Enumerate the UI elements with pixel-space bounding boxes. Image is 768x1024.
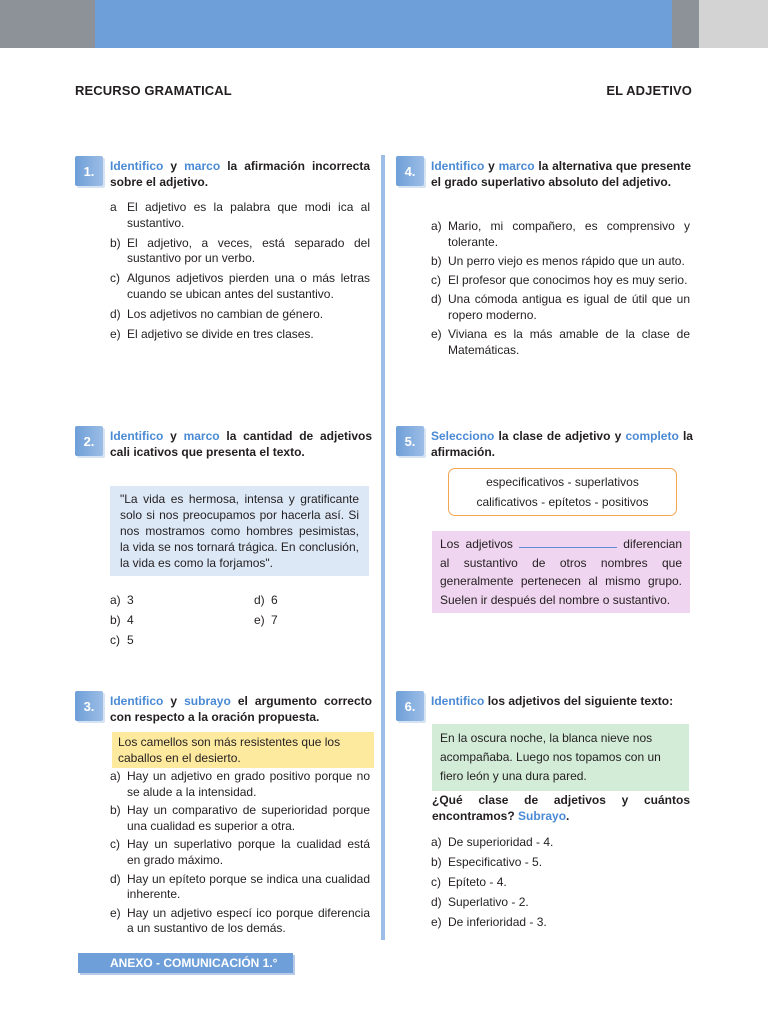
prompt-text: la afirmación. [431, 429, 693, 459]
option-text: Superlativo - 2. [448, 895, 529, 909]
action-verb: Identifico [431, 159, 485, 173]
question-number-badge: 2. [75, 426, 103, 456]
action-verb: Identifico [431, 694, 485, 708]
q4-options [431, 219, 690, 362]
answer-option[interactable] [110, 200, 370, 231]
answer-option[interactable] [110, 613, 210, 629]
option-letter: a) [431, 219, 442, 233]
option-letter: c) [110, 837, 120, 852]
prompt-text: la cantidad de adjetivos cali icativos que presenta el texto. [110, 429, 372, 459]
question-number-badge: 6. [396, 691, 424, 721]
prompt-connector: y [170, 159, 178, 173]
option-text: De inferioridad - 3. [448, 915, 547, 929]
prompt-text: la alternativa que presente el grado superlativo absoluto del adjetivo. [431, 159, 692, 189]
prompt-text: la clase de adjetivo y [498, 429, 622, 443]
option-text: Mario, mi compañero, es comprensivo y tolerante. [448, 219, 690, 249]
action-verb: Identifico [110, 159, 164, 173]
option-text: 3 [127, 593, 134, 607]
option-letter: a) [110, 593, 121, 607]
option-letter: a) [110, 769, 121, 783]
banner-segment [672, 0, 699, 48]
option-text: Un perro viejo es menos rápido que un auto. [448, 253, 685, 268]
question-prompt [431, 693, 693, 709]
answer-option[interactable] [431, 835, 690, 851]
prompt-text: el argumento correcto con respecto a la oración propuesta. [110, 694, 372, 724]
option-text: 7 [271, 613, 278, 627]
option-text: Hay un adjetivo en grado positivo porque no se alude a la intensidad. [127, 769, 370, 799]
question-number-badge: 4. [396, 156, 424, 186]
answer-option[interactable] [110, 769, 370, 800]
option-letter: e) [431, 915, 442, 929]
option-letter: c) [431, 273, 441, 288]
follow-up-text: ¿Qué clase de adjetivos y cuántos encontramos? [432, 793, 690, 823]
option-letter: a) [431, 835, 442, 849]
answer-option[interactable] [431, 292, 690, 323]
option-letter: c) [110, 633, 120, 647]
option-text: Hay un epíteto porque se indica una cualidad inherente. [127, 871, 370, 902]
action-verb: Identifico [110, 694, 164, 708]
option-text: Hay un adjetivo especí ico porque diferencia a un sustantivo de los demás. [127, 905, 370, 936]
q2-options-right [254, 593, 354, 633]
option-text: 5 [127, 633, 134, 647]
option-letter: b) [431, 855, 442, 869]
action-verb: marco [498, 159, 535, 173]
option-text: El profesor que conocimos hoy es muy serio. [448, 273, 688, 288]
answer-blank[interactable] [519, 538, 617, 548]
paragraph-end: diferencian al sustantivo de otros nombres que generalmente pertenecen al mismo grupo. Suelen ir después del nombre o sustantivo. [440, 537, 682, 607]
option-text: Especificativo - 5. [448, 855, 543, 869]
option-letter: d) [110, 871, 121, 886]
answer-option[interactable] [254, 613, 354, 629]
answer-option[interactable] [431, 875, 690, 891]
answer-option[interactable] [110, 236, 370, 267]
option-letter: b) [110, 613, 121, 627]
option-text: Una cómoda antigua es igual de útil que un ropero moderno. [448, 292, 690, 322]
option-letter: e) [110, 326, 121, 341]
option-text: El adjetivo es la palabra que modi ica al sustantivo. [127, 200, 370, 230]
follow-up-question: ¿Qué clase de adjetivos y cuántos encontramos? Subrayo. [432, 793, 690, 823]
prompt-connector: y [170, 429, 177, 443]
option-text: Viviana es la más amable de la clase de Matemáticas. [448, 327, 690, 357]
paragraph-start: Los adjetivos [440, 537, 513, 551]
answer-option[interactable] [110, 633, 210, 649]
action-verb: completo [625, 429, 679, 443]
question-prompt [110, 428, 372, 460]
option-letter: d) [254, 593, 265, 607]
answer-option[interactable] [431, 219, 690, 250]
question-prompt [110, 158, 370, 190]
option-letter: b) [431, 253, 442, 268]
answer-option[interactable] [431, 273, 690, 289]
answer-option[interactable] [110, 327, 370, 343]
question-number-badge: 1. [75, 156, 103, 186]
option-text: Los adjetivos no cambian de género. [127, 306, 324, 321]
topic-title: EL ADJETIVO [606, 83, 692, 98]
option-text: Algunos adjetivos pierden una o más letras cuando se ubican antes del sustantivo. [127, 271, 370, 301]
option-letter: b) [110, 235, 121, 250]
answer-option[interactable] [110, 271, 370, 302]
option-text: El adjetivo se divide en tres clases. [127, 326, 314, 341]
answer-option[interactable] [431, 254, 690, 270]
option-letter: c) [110, 271, 120, 285]
prompt-text: los adjetivos del siguiente texto: [487, 694, 674, 708]
option-text: De superioridad - 4. [448, 835, 554, 849]
answer-option[interactable] [110, 307, 370, 323]
answer-option[interactable] [431, 895, 690, 911]
answer-option[interactable] [110, 872, 370, 903]
q6-options [431, 835, 690, 935]
option-letter: e) [110, 905, 121, 920]
banner-segment [95, 0, 672, 48]
quoted-text-box: "La vida es hermosa, intensa y gratificante solo si nos preocupamos por hacerla así. Si nos mostramos como hombres pesimistas, la vida se nos tornará trágica. En conclusión, la vida es como la forjamos". [110, 486, 369, 576]
action-verb: Subrayo [518, 809, 567, 823]
sentence-box: Los camellos son más resistentes que los caballos en el desierto. [112, 732, 374, 768]
top-banner [0, 0, 768, 48]
action-verb: marco [184, 159, 221, 173]
prompt-connector: y [488, 159, 495, 173]
action-verb: Identifico [110, 429, 164, 443]
column-divider [381, 155, 385, 940]
word-bank-line: calificativos - epítetos - positivos [476, 495, 649, 509]
answer-option[interactable] [110, 803, 370, 834]
option-text: Hay un comparativo de superioridad porque una cualidad es superior a otra. [127, 803, 370, 833]
action-verb: marco [183, 429, 220, 443]
option-letter: d) [431, 292, 442, 307]
option-text: El adjetivo, a veces, está separado del sustantivo por un verbo. [127, 235, 370, 265]
question-prompt [110, 693, 372, 725]
answer-option[interactable] [110, 837, 370, 868]
option-letter: d) [110, 306, 121, 321]
option-text: 4 [127, 613, 134, 627]
option-letter: a [110, 200, 117, 214]
answer-option[interactable] [431, 855, 690, 871]
answer-option[interactable] [431, 915, 690, 931]
q2-options-left [110, 593, 210, 653]
q3-options [110, 769, 370, 940]
footer-label: ANEXO - COMUNICACIÓN 1.° [78, 953, 293, 973]
action-verb: Selecciono [431, 429, 495, 443]
question-number-badge: 5. [396, 426, 424, 456]
option-text: 6 [271, 593, 278, 607]
prompt-text: la afirmación incorrecta sobre el adjetivo. [110, 159, 370, 189]
banner-segment [699, 0, 768, 48]
reading-text-box: En la oscura noche, la blanca nieve nos acompañaba. Luego nos topamos con un fiero león y una dura pared. [432, 724, 689, 791]
question-prompt [431, 428, 693, 460]
option-text: Epíteto - 4. [448, 875, 507, 889]
banner-segment [0, 0, 95, 48]
question-prompt [431, 158, 691, 190]
option-text: Hay un superlativo porque la cualidad está en grado máximo. [127, 837, 370, 867]
option-letter: b) [110, 803, 121, 818]
answer-option[interactable] [254, 593, 354, 609]
question-number-badge: 3. [75, 691, 103, 721]
answer-option[interactable] [110, 593, 210, 609]
prompt-connector: y [170, 694, 178, 708]
q1-options [110, 200, 370, 347]
answer-option[interactable] [110, 906, 370, 937]
option-letter: e) [254, 613, 265, 627]
option-letter: c) [431, 875, 441, 889]
answer-option[interactable] [431, 327, 690, 358]
word-bank-line: especificativos - superlativos [486, 475, 639, 489]
action-verb: subrayo [184, 694, 231, 708]
word-bank-box [448, 468, 677, 516]
fill-in-paragraph [432, 531, 690, 613]
option-letter: d) [431, 895, 442, 909]
resource-title: RECURSO GRAMATICAL [75, 83, 232, 98]
option-letter: e) [431, 327, 442, 342]
